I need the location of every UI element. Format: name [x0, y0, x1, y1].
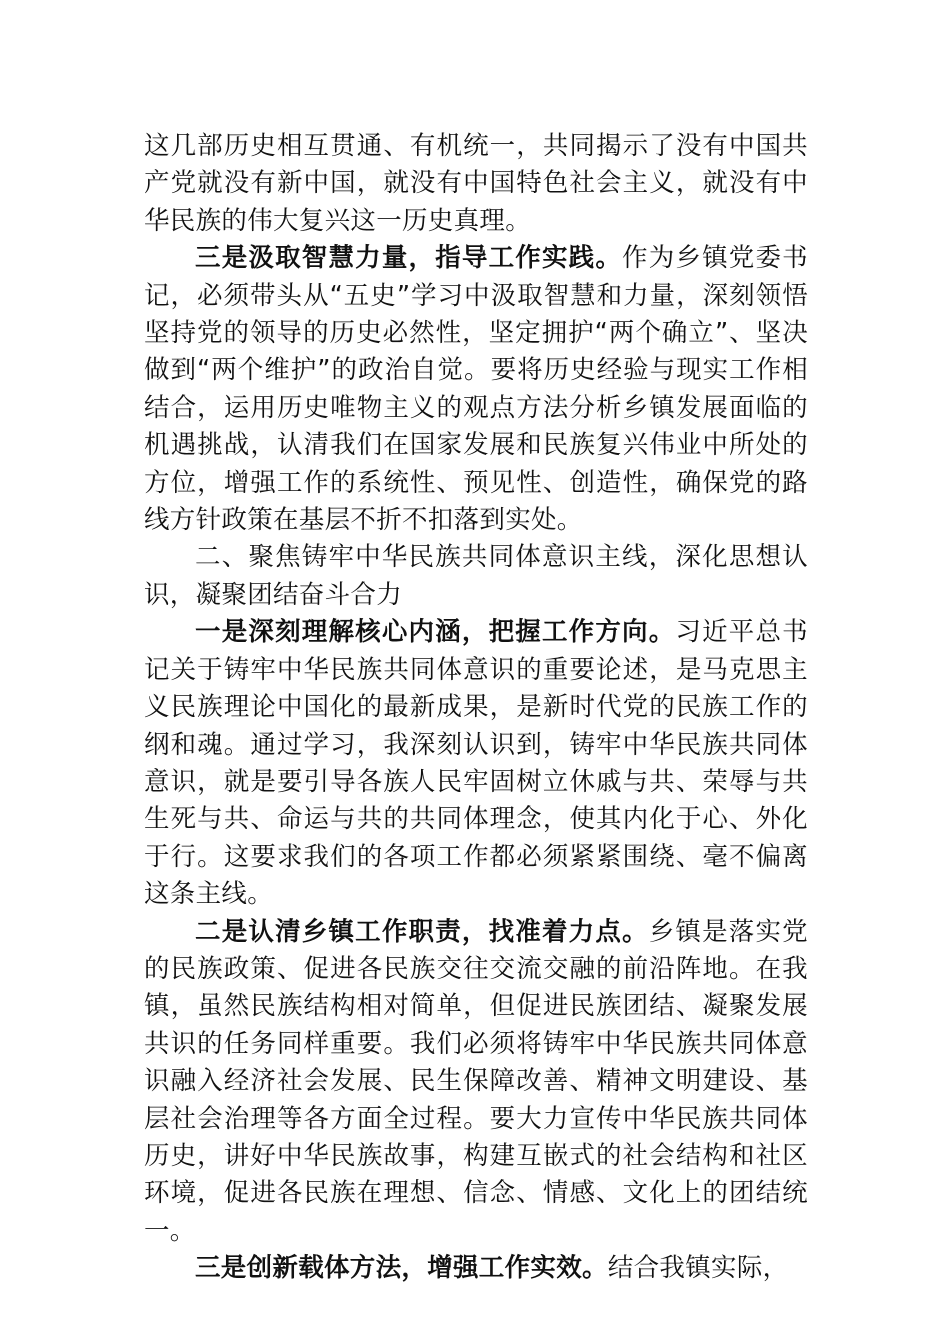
- paragraph-2-lead: 三是汲取智慧力量，指导工作实践。: [195, 243, 623, 274]
- paragraph-4: [144, 614, 808, 913]
- paragraph-2-text: 作为乡镇党委书记，必须带头从“五史”学习中汲取智慧和力量，深刻领悟坚持党的领导的历史必然性，坚定拥护“两个确立”、坚决做到“两个维护”的政治自觉。要将历史经验与现实工作相结合，运用历史唯物主义的观点方法分析乡镇发展面临的机遇挑战，认清我们在国家发展和民族复兴伟业中所处的方位，增强工作的系统性、预见性、创造性，确保党的路线方针政策在基层不折不扣落到实处。: [144, 243, 808, 536]
- paragraph-6-text: 结合我镇实际，: [607, 1253, 789, 1284]
- paragraph-4-text: 习近平总书记关于铸牢中华民族共同体意识的重要论述，是马克思主义民族理论中国化的最新成果，是新时代党的民族工作的纲和魂。通过学习，我深刻认识到，铸牢中华民族共同体意识，就是要引导各族人民牢固树立休戚与共、荣辱与共生死与共、命运与共的共同体理念，使其内化于心、外化于行。这要求我们的各项工作都必须紧紧围绕、毫不偏离这条主线。: [144, 617, 808, 910]
- section-heading-2: [144, 539, 808, 614]
- paragraph-5-lead: 二是认清乡镇工作职责，找准着力点。: [195, 916, 649, 947]
- paragraph-6: [144, 1250, 808, 1287]
- paragraph-5-text: 乡镇是落实党的民族政策、促进各民族交往交流交融的前沿阵地。在我镇，虽然民族结构相对简单，但促进民族团结、凝聚发展共识的任务同样重要。我们必须将铸牢中华民族共同体意识融入经济社会发展、民生保障改善、精神文明建设、基层社会治理等各方面全过程。要大力宣传中华民族共同体历史，讲好中华民族故事，构建互嵌式的社会结构和社区环境，促进各民族在理想、信念、情感、文化上的团结统一。: [144, 916, 808, 1246]
- paragraph-1: [144, 128, 808, 240]
- paragraph-3-text: 二、聚焦铸牢中华民族共同体意识主线，深化思想认识，凝聚团结奋斗合力: [144, 542, 808, 610]
- paragraph-4-lead: 一是深刻理解核心内涵，把握工作方向。: [195, 617, 676, 648]
- paragraph-1-text: 这几部历史相互贯通、有机统一，共同揭示了没有中国共产党就没有新中国，就没有中国特色社会主义，就没有中华民族的伟大复兴这一历史真理。: [144, 131, 808, 236]
- paragraph-6-lead: 三是创新载体方法，增强工作实效。: [195, 1253, 608, 1284]
- paragraph-5: [144, 914, 808, 1251]
- paragraph-2: [144, 240, 808, 539]
- document-body: [144, 128, 808, 1288]
